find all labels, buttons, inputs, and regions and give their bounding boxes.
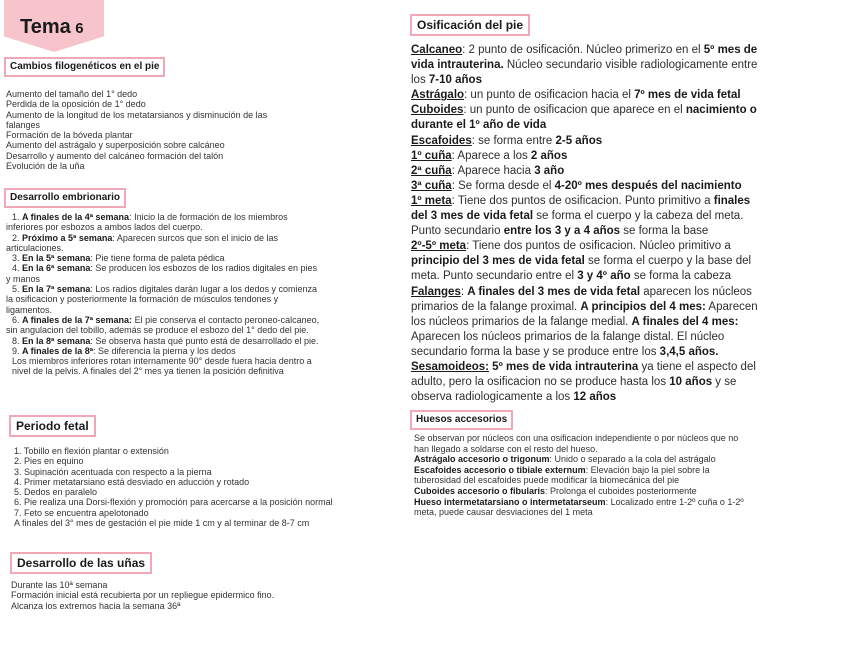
osificacion-list <box>411 43 801 405</box>
cambios-line: Aumento del tamaño del 1° dedo <box>6 89 138 99</box>
fetal-line: 1. Tobillo en flexión plantar o extensión <box>14 446 169 456</box>
embrio-line: sin angulacion del tobillo, además se produce el esbozo del 1° dedo del pie. <box>6 325 309 336</box>
osif-line: 2º-5º meta: Tiene dos puntos de osificacion. Núcleo primitivo a <box>411 240 731 253</box>
embrio-line: 6. A finales de la 7ª semana: El pie conserva el contacto peroneo-calcaneo, <box>12 314 320 325</box>
unas-list <box>11 580 274 611</box>
osif-line: 2ª cuña: Aparece hacia 3 año <box>411 164 565 177</box>
acc-line: tuberosidad del escafoides puede modificar la biomecánica del pie <box>414 475 680 486</box>
osif-line: principio del 3 mes de vida fetal se forma el cuerpo y la base del <box>411 255 752 268</box>
osif-line: primarios de la falange proximal. A principios del 4 mes: Aparecen <box>411 300 758 313</box>
embrio-line: 1. A finales de la 4ª semana: Inicio la de formación de los miembros <box>12 212 288 222</box>
osif-line: observa radiologicamente a los 12 años <box>411 391 617 404</box>
osif-line: Astrágalo: un punto de osificacion hacia el 7º mes de vida fetal <box>411 89 741 102</box>
osif-line: los 7-10 años <box>411 74 482 87</box>
embrio-line: 9. A finales de la 8ª: Se diferencia la pierna y los dedos <box>12 345 236 356</box>
heading-cambios: Cambios filogenéticos en el pie <box>4 57 165 77</box>
acc-line: Se observan por núcleos con una osificacion independiente o por núcleos que no <box>414 433 739 443</box>
embrio-line: 8. En la 8ª semana: Se observa hasta qué punto está de desarrollado el pie. <box>12 335 319 346</box>
tema-number: 6 <box>75 20 84 37</box>
osif-line: adulto, pero la osificacion no se produce hasta los 10 años y se <box>411 376 737 389</box>
osif-line: Punto secundario entre los 3 y a 4 años se forma la base <box>411 225 709 238</box>
unas-line: Durante las 10ª semana <box>11 580 108 590</box>
cambios-list <box>6 89 267 171</box>
heading-embrionario: Desarrollo embrionario <box>4 188 126 208</box>
fetal-line: 7. Feto se encuentra apelotonado <box>14 507 149 518</box>
osif-line: meta. Punto secundario entre el 3 y 4º año se forma la cabeza <box>411 270 731 283</box>
heading-fetal: Periodo fetal <box>9 415 96 437</box>
cambios-line: Desarrollo y aumento del calcáneo formación del talón <box>6 150 224 161</box>
cambios-line: Aumento de la longitud de los metatarsianos y disminución de las <box>6 109 268 120</box>
unas-line: Formación inicial está recubierta por un repliegue epidermico fino. <box>11 590 275 601</box>
fetal-line: A finales del 3° mes de gestación el pie mide 1 cm y al terminar de 8-7 cm <box>14 518 310 529</box>
osif-line: Calcaneo: 2 punto de osificación. Núcleo primerizo en el 5º mes de <box>411 44 758 56</box>
acc-line: Astrágalo accesorio o trigonum: Unido o separado a la cola del astrágalo <box>414 454 716 465</box>
cambios-line: Evolución de la uña <box>6 161 85 172</box>
osif-line: durante el 1º año de vida <box>411 119 547 132</box>
embrio-line: 4. En la 6ª semana: Se producen los esbozos de los radios digitales en pies <box>12 263 318 274</box>
embrio-line: nivel de la pelvis. A finales del 2° mes ya tienen la posición definitiva <box>12 366 284 377</box>
osif-line: del 3 mes de vida fetal se forma el cuerpo y la cabeza del meta. <box>411 210 744 223</box>
embrio-line: inferiores por esbozos a ambos lados del cuerpo. <box>6 222 203 233</box>
accesorios-list <box>414 433 744 518</box>
embrio-line: la osificacion y posteriormente la formación de músculos tendones y <box>6 294 279 305</box>
osif-line: Cuboides: un punto de osificacion que aparece en el nacimiento o <box>411 104 757 117</box>
osif-line: Falanges: A finales del 3 mes de vida fetal aparecen los núcleos <box>411 285 752 298</box>
embrio-line: articulaciones. <box>6 242 64 253</box>
osif-line: Sesamoideos: 5º mes de vida intrauterina ya tiene el aspecto del <box>411 360 756 373</box>
fetal-line: 5. Dedos en paralelo <box>14 487 98 498</box>
embrio-line: 3. En la 5ª semana: Pie tiene forma de paleta pédica <box>12 253 225 264</box>
osif-line: 3ª cuña: Se forma desde el 4-20º mes después del nacimiento <box>411 179 742 192</box>
embrio-line: ligamentos. <box>6 304 53 315</box>
fetal-line: 6. Pie realiza una Dorsi-flexión y promoción para acercarse a la posición normal <box>14 497 333 508</box>
osif-line: los núcleos primarios de la falange medial. A finales del 4 mes: <box>411 315 739 328</box>
heading-unas: Desarrollo de las uñas <box>10 552 152 574</box>
cambios-line: Formación de la bóveda plantar <box>6 130 133 141</box>
cambios-line: Perdida de la oposición de 1° dedo <box>6 99 146 110</box>
osif-line: vida intrauterina. Núcleo secundario visible radiologicamente entre <box>411 59 758 72</box>
embrio-line: 2. Próximo a 5ª semana: Aparecen surcos que son el inicio de las <box>12 232 278 243</box>
osif-line: Escafoides: se forma entre 2-5 años <box>411 134 603 147</box>
embrio-line: 5. En la 7ª semana: Los radios digitales darán lugar a los dedos y comienza <box>12 284 318 295</box>
osif-line: 1º meta: Tiene dos puntos de osificacion. Punto primitivo a finales <box>411 194 751 207</box>
acc-line: Hueso intermetatarsiano o intermetatarseum: Localizado entre 1-2º cuña o 1-2º <box>414 496 744 507</box>
acc-line: han llegado a soldarse con el resto del hueso. <box>414 443 598 454</box>
osif-line: 1º cuña: Aparece a los 2 años <box>411 149 568 162</box>
fetal-list <box>14 446 333 528</box>
heading-accesorios: Huesos accesorios <box>410 410 513 430</box>
acc-line: meta, puede causar desviaciones del 1 meta <box>414 507 593 518</box>
cambios-line: Aumento del astrágalo y superposición sobre calcáneo <box>6 140 225 151</box>
embrio-line: y manos <box>6 273 41 284</box>
acc-line: Escafoides accesorio o tibiale externum: Elevación bajo la piel sobre la <box>414 464 710 475</box>
heading-osificacion: Osificación del pie <box>410 14 530 36</box>
fetal-line: 3. Supinación acentuada con respecto a la pierna <box>14 466 212 477</box>
fetal-line: 4. Primer metatarsiano está desviado en aducción y rotado <box>14 476 250 487</box>
tema-word: Tema <box>20 16 71 38</box>
embrio-line: Los miembros inferiores rotan internamente 90° desde fuera hacia dentro a <box>12 356 312 367</box>
fetal-line: 2. Pies en equino <box>14 456 84 467</box>
tema-title <box>20 16 84 39</box>
unas-line: Alcanza los extremos hacia la semana 36ª <box>11 600 181 611</box>
acc-line: Cuboides accesorio o fibularis: Prolonga el cuboides posteriormente <box>414 485 697 496</box>
embrionario-list <box>6 212 319 377</box>
cambios-line: falanges <box>6 119 41 130</box>
osif-line: Aparecen los núcleos primarios de la falange distal. El núcleo <box>411 330 725 343</box>
osif-line: secundario forma la base y se produce entre los 3,4,5 años. <box>411 345 719 358</box>
